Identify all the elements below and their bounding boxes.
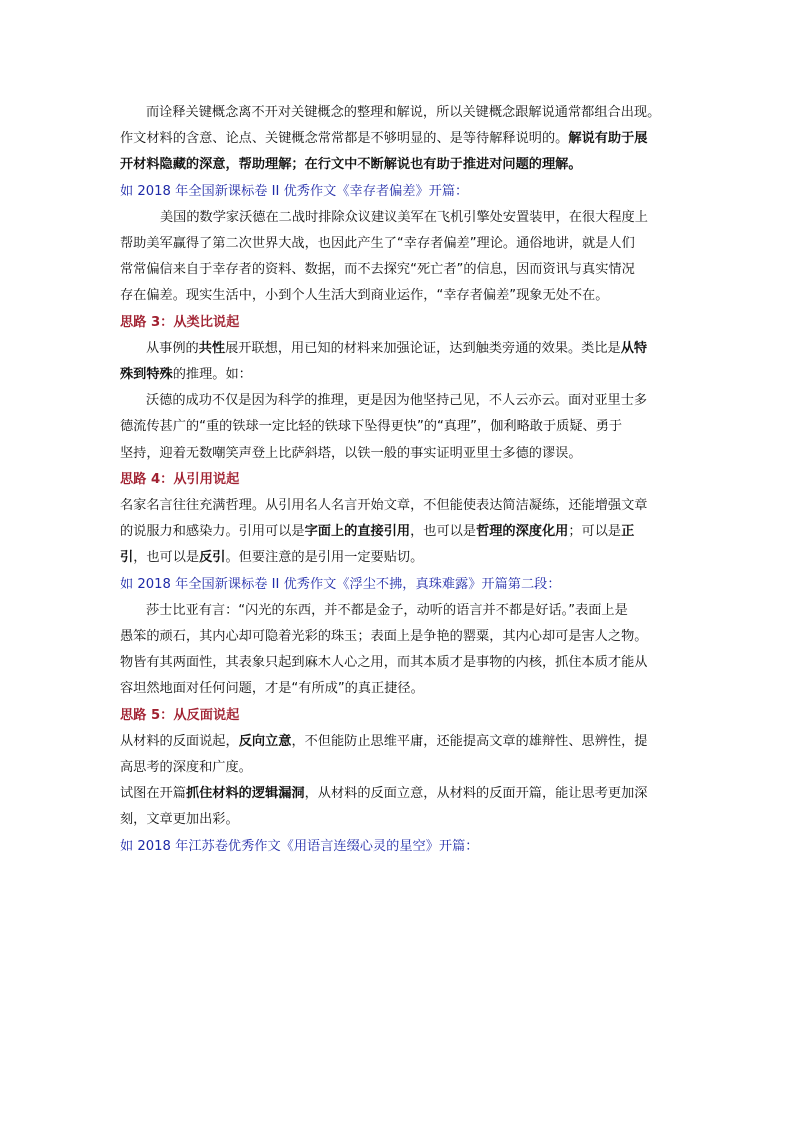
text-run: 物皆有其两面性，其表象只起到麻木人心之用，而其本质才是事物的内核，抓住本质才能从 — [120, 655, 648, 671]
emphasized-text: 从特 — [620, 340, 648, 356]
text-run: 沃德的成功不仅是因为科学的推理，更是因为他坚持己见，不人云亦云。面对亚里士多 — [146, 393, 648, 409]
paragraph-line — [120, 283, 690, 309]
text-run: 德流传甚广的“重的铁球一定比轻的铁球下坠得更快”的“真理”，伽利略敢于质疑、勇于 — [120, 419, 623, 435]
text-run: 思路 5：从反面说起 — [120, 707, 240, 723]
text-run: 展开联想，用已知的材料来加强论证，达到触类旁通的效果。类比是 — [225, 340, 621, 356]
section-heading — [120, 703, 690, 729]
paragraph-line — [120, 624, 690, 650]
paragraph-line — [120, 729, 690, 755]
text-run: 高思考的深度和广度。 — [120, 760, 252, 776]
example-source-line — [120, 179, 690, 205]
text-run: 从事例的 — [146, 340, 199, 356]
paragraph-line — [120, 100, 690, 126]
paragraph-line — [120, 126, 690, 152]
text-run: 如 2018 年全国新课标卷 II 优秀作文《浮尘不拂，真珠难露》开篇第二段： — [120, 576, 561, 592]
section-heading — [120, 310, 690, 336]
paragraph-line — [120, 388, 690, 414]
text-run: 思路 3：从类比说起 — [120, 314, 240, 330]
paragraph-line — [120, 414, 690, 440]
paragraph-line — [120, 205, 690, 231]
text-run: 作文材料的含意、论点、关键概念常常都是不够明显的、是等待解释说明的。 — [120, 131, 569, 147]
example-source-line — [120, 572, 690, 598]
text-run: ，不但能防止思维平庸，还能提高文章的雄辩性、思辨性，提 — [291, 733, 648, 749]
paragraph-line — [120, 493, 690, 519]
emphasized-text: 正 — [621, 524, 635, 540]
text-run: 从材料的反面说起， — [120, 733, 239, 749]
text-run: ；可以是 — [568, 524, 622, 540]
emphasized-text: 共性 — [198, 340, 226, 356]
text-run: 如 2018 年江苏卷优秀作文《用语言连缀心灵的星空》开篇： — [120, 838, 479, 854]
paragraph-line — [120, 152, 690, 178]
text-run: ，也可以是 — [133, 550, 200, 566]
emphasized-text: 抓住材料的逻辑漏洞 — [185, 786, 305, 802]
emphasized-text: 哲理的深度化用 — [476, 524, 569, 540]
text-run: 。但要注意的是引用一定要贴切。 — [225, 550, 424, 566]
text-run: 美国的数学家沃德在二战时排除众议建议美军在飞机引擎处安置装甲，在很大程度上 — [160, 209, 648, 225]
text-run: 名家名言往往充满哲理。从引用名人名言开始文章，不但能使表达简洁凝练，还能增强文章 — [120, 498, 648, 514]
text-run: 愚笨的顽石，其内心却可隐着光彩的珠玉；表面上是争艳的罂粟，其内心却可是害人之物。 — [120, 629, 648, 645]
emphasized-text: 字面上的直接引用 — [304, 524, 411, 540]
text-run: ，也可以是 — [410, 524, 477, 540]
paragraph-line — [120, 650, 690, 676]
text-run: 的推理。如： — [172, 367, 252, 383]
paragraph-line — [120, 781, 690, 807]
text-run: 的说服力和感染力。引用可以是 — [120, 524, 305, 540]
section-heading — [120, 467, 690, 493]
emphasized-text: 开材料隐藏的深意，帮助理解；在行文中不断解说也有助于推进对问题的理解。 — [120, 157, 582, 173]
emphasized-text: 反向立意 — [238, 733, 292, 749]
document-body — [120, 100, 690, 860]
text-run: 常常偏信来自于幸存者的资料、数据，而不去探究“死亡者”的信息，因而资讯与真实情况 — [120, 262, 635, 278]
paragraph-line — [120, 362, 690, 388]
text-run: 思路 4：从引用说起 — [120, 471, 240, 487]
emphasized-text: 引 — [120, 550, 134, 566]
text-run: 容坦然地面对任何问题，才是“有所成”的真正捷径。 — [120, 681, 424, 697]
paragraph-line — [120, 441, 690, 467]
text-run: 坚持，迎着无数嘲笑声登上比萨斜塔，以铁一般的事实证明亚里士多德的谬误。 — [120, 445, 582, 461]
emphasized-text: 解说有助于展 — [568, 131, 648, 147]
paragraph-line — [120, 755, 690, 781]
paragraph-line — [120, 545, 690, 571]
text-run: 试图在开篇 — [120, 786, 186, 802]
example-source-line — [120, 834, 690, 860]
emphasized-text: 殊到特殊 — [120, 367, 173, 383]
paragraph-line — [120, 231, 690, 257]
paragraph-line — [120, 676, 690, 702]
paragraph-line — [120, 257, 690, 283]
text-run: 而诠释关键概念离不开对关键概念的整理和解说，所以关键概念跟解说通常都组合出现。 — [146, 105, 661, 120]
paragraph-line — [120, 598, 690, 624]
text-run: 帮助美军赢得了第二次世界大战，也因此产生了“幸存者偏差”理论。通俗地讲，就是人们 — [120, 236, 635, 252]
text-run: 存在偏差。现实生活中，小到个人生活大到商业运作，“幸存者偏差”现象无处不在。 — [120, 288, 609, 304]
paragraph-line — [120, 336, 690, 362]
paragraph-line — [120, 519, 690, 545]
text-run: 刻，文章更加出彩。 — [120, 812, 239, 828]
paragraph-line — [120, 807, 690, 833]
emphasized-text: 反引 — [199, 550, 226, 566]
text-run: 莎士比亚有言：“闪光的东西，并不都是金子，动听的语言并不都是好话。”表面上是 — [146, 602, 628, 618]
text-run: 如 2018 年全国新课标卷 II 优秀作文《幸存者偏差》开篇： — [120, 183, 469, 199]
text-run: ，从材料的反面立意，从材料的反面开篇，能让思考更加深 — [304, 786, 648, 802]
